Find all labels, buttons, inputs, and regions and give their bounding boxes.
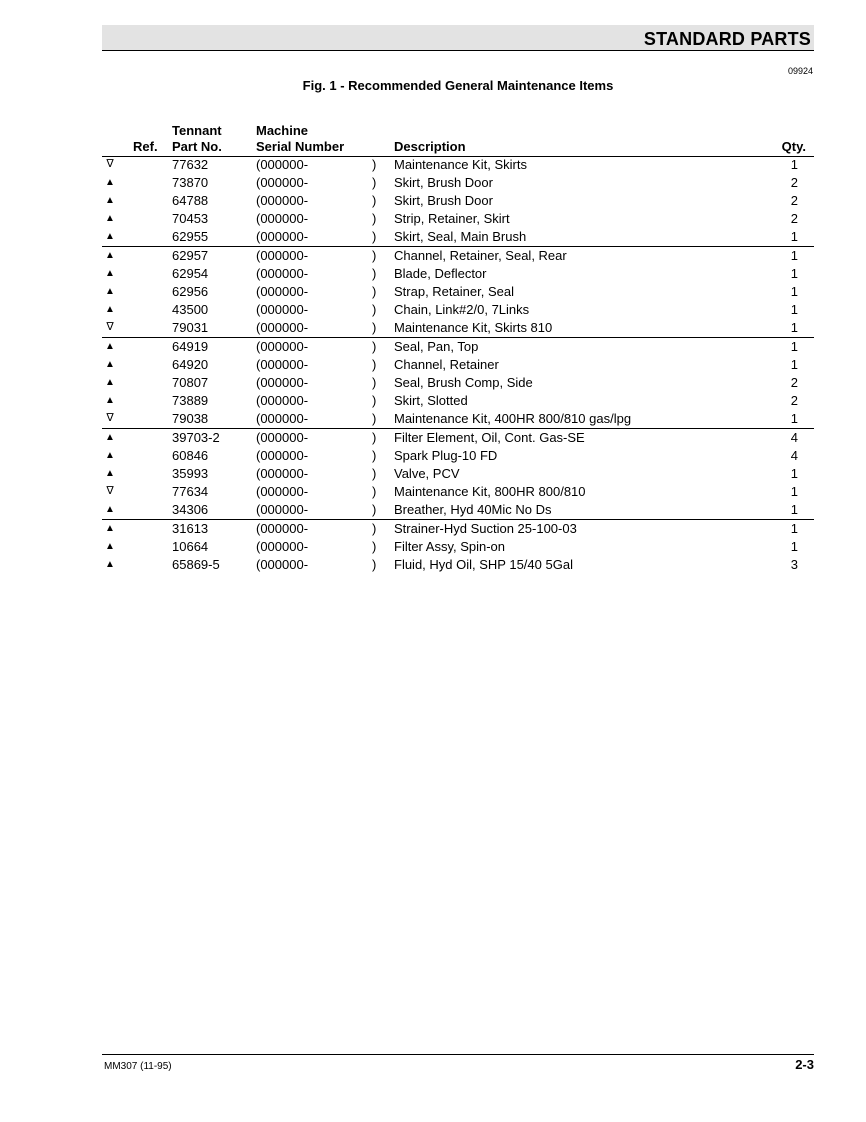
- serial-close-paren: ): [372, 484, 377, 499]
- serial-number: (000000-: [256, 448, 309, 463]
- table-row: [102, 429, 814, 447]
- quantity: 2: [790, 211, 798, 226]
- description: Strip, Retainer, Skirt: [394, 211, 510, 226]
- serial-close-paren: ): [372, 393, 377, 408]
- part-number: 79038: [172, 411, 209, 426]
- quantity: 2: [790, 375, 798, 390]
- serial-number: (000000-: [256, 339, 309, 354]
- serial-number: (000000-: [256, 357, 309, 372]
- footer-divider: [102, 1054, 814, 1055]
- quantity: 2: [790, 193, 798, 208]
- serial-number: (000000-: [256, 211, 309, 226]
- quantity: 1: [790, 484, 798, 499]
- description: Skirt, Slotted: [394, 393, 468, 408]
- part-number: 62956: [172, 284, 209, 299]
- table-row: [102, 556, 814, 574]
- part-number: 64920: [172, 357, 209, 372]
- header-bar: [102, 25, 814, 51]
- table-row: [102, 247, 814, 265]
- table-row: [102, 374, 814, 392]
- description: Blade, Deflector: [394, 266, 487, 281]
- description: Filter Assy, Spin-on: [394, 539, 506, 554]
- description: Maintenance Kit, 800HR 800/810: [394, 484, 586, 499]
- hollow-triangle-icon: ∇: [106, 321, 114, 333]
- serial-close-paren: ): [372, 539, 377, 554]
- table-row: [102, 283, 814, 301]
- description: Strap, Retainer, Seal: [394, 284, 514, 299]
- quantity: 4: [790, 430, 798, 445]
- quantity: 1: [790, 466, 798, 481]
- quantity: 1: [790, 229, 798, 244]
- quantity: 1: [790, 266, 798, 281]
- part-number: 64788: [172, 193, 209, 208]
- footer-doc-number: MM307 (11-95): [104, 1061, 172, 1072]
- header-part-line1: Tennant: [172, 123, 222, 138]
- part-number: 65869-5: [172, 557, 220, 572]
- table-row: [102, 483, 814, 501]
- solid-triangle-icon: ▲: [105, 504, 115, 515]
- serial-close-paren: ): [372, 320, 377, 335]
- table-row: [102, 319, 814, 338]
- serial-number: (000000-: [256, 193, 309, 208]
- part-number: 31613: [172, 521, 209, 536]
- serial-close-paren: ): [372, 466, 377, 481]
- description: Maintenance Kit, Skirts: [394, 157, 527, 172]
- serial-number: (000000-: [256, 393, 309, 408]
- serial-close-paren: ): [372, 339, 377, 354]
- header-ref: Ref.: [133, 139, 158, 154]
- quantity: 1: [790, 302, 798, 317]
- table-row: [102, 156, 814, 174]
- part-number: 62954: [172, 266, 209, 281]
- description: Maintenance Kit, Skirts 810: [394, 320, 553, 335]
- part-number: 70807: [172, 375, 209, 390]
- serial-number: (000000-: [256, 466, 309, 481]
- description: Chain, Link#2/0, 7Links: [394, 302, 530, 317]
- quantity: 1: [790, 521, 798, 536]
- solid-triangle-icon: ▲: [105, 377, 115, 388]
- quantity: 2: [790, 175, 798, 190]
- serial-number: (000000-: [256, 484, 309, 499]
- solid-triangle-icon: ▲: [105, 250, 115, 261]
- description: Seal, Pan, Top: [394, 339, 479, 354]
- description: Skirt, Brush Door: [394, 193, 493, 208]
- part-number: 70453: [172, 211, 209, 226]
- quantity: 1: [790, 357, 798, 372]
- header-serial-line1: Machine: [256, 123, 309, 138]
- serial-close-paren: ): [372, 248, 377, 263]
- solid-triangle-icon: ▲: [105, 395, 115, 406]
- description: Breather, Hyd 40Mic No Ds: [394, 502, 552, 517]
- solid-triangle-icon: ▲: [105, 468, 115, 479]
- serial-number: (000000-: [256, 175, 309, 190]
- solid-triangle-icon: ▲: [105, 268, 115, 279]
- serial-close-paren: ): [372, 266, 377, 281]
- solid-triangle-icon: ▲: [105, 559, 115, 570]
- quantity: 1: [790, 284, 798, 299]
- solid-triangle-icon: ▲: [105, 359, 115, 370]
- table-row: [102, 501, 814, 520]
- serial-close-paren: ): [372, 448, 377, 463]
- serial-number: (000000-: [256, 157, 309, 172]
- table-row: [102, 301, 814, 319]
- quantity: 1: [790, 339, 798, 354]
- serial-close-paren: ): [372, 411, 377, 426]
- hollow-triangle-icon: ∇: [106, 158, 114, 170]
- table-row: [102, 192, 814, 210]
- serial-close-paren: ): [372, 229, 377, 244]
- serial-number: (000000-: [256, 248, 309, 263]
- serial-number: (000000-: [256, 375, 309, 390]
- table-row: [102, 447, 814, 465]
- hollow-triangle-icon: ∇: [106, 485, 114, 497]
- part-number: 73870: [172, 175, 209, 190]
- description: Skirt, Brush Door: [394, 175, 493, 190]
- solid-triangle-icon: ▲: [105, 304, 115, 315]
- serial-close-paren: ): [372, 175, 377, 190]
- part-number: 73889: [172, 393, 209, 408]
- part-number: 64919: [172, 339, 209, 354]
- header-description: Description: [394, 139, 466, 154]
- solid-triangle-icon: ▲: [105, 341, 115, 352]
- solid-triangle-icon: ▲: [105, 523, 115, 534]
- header-qty: Qty.: [781, 139, 806, 154]
- table-row: [102, 410, 814, 429]
- serial-close-paren: ): [372, 193, 377, 208]
- quantity: 1: [790, 248, 798, 263]
- table-row: [102, 465, 814, 483]
- serial-close-paren: ): [372, 357, 377, 372]
- serial-number: (000000-: [256, 557, 309, 572]
- serial-number: (000000-: [256, 502, 309, 517]
- table-row: [102, 265, 814, 283]
- serial-close-paren: ): [372, 521, 377, 536]
- description: Valve, PCV: [394, 466, 460, 481]
- serial-close-paren: ): [372, 557, 377, 572]
- serial-close-paren: ): [372, 284, 377, 299]
- page-title: STANDARD PARTS: [643, 29, 811, 49]
- quantity: 2: [790, 393, 798, 408]
- part-number: 62955: [172, 229, 209, 244]
- quantity: 1: [790, 320, 798, 335]
- table-row: [102, 210, 814, 228]
- description: Skirt, Seal, Main Brush: [394, 229, 527, 244]
- description: Spark Plug-10 FD: [394, 448, 498, 463]
- part-number: 60846: [172, 448, 209, 463]
- solid-triangle-icon: ▲: [105, 286, 115, 297]
- quantity: 4: [790, 448, 798, 463]
- serial-number: (000000-: [256, 430, 309, 445]
- description: Fluid, Hyd Oil, SHP 15/40 5Gal: [394, 557, 573, 572]
- figure-title: Fig. 1 - Recommended General Maintenance Items: [302, 78, 614, 93]
- description: Channel, Retainer, Seal, Rear: [394, 248, 567, 263]
- header-serial-line2: Serial Number: [256, 139, 345, 154]
- solid-triangle-icon: ▲: [105, 195, 115, 206]
- part-number: 35993: [172, 466, 209, 481]
- table-row: [102, 228, 814, 247]
- serial-close-paren: ): [372, 430, 377, 445]
- serial-number: (000000-: [256, 539, 309, 554]
- solid-triangle-icon: ▲: [105, 231, 115, 242]
- solid-triangle-icon: ▲: [105, 177, 115, 188]
- table-row: [102, 174, 814, 192]
- quantity: 1: [790, 539, 798, 554]
- description: Seal, Brush Comp, Side: [394, 375, 533, 390]
- solid-triangle-icon: ▲: [105, 432, 115, 443]
- header-part-line2: Part No.: [172, 139, 222, 154]
- serial-number: (000000-: [256, 284, 309, 299]
- part-number: 39703-2: [172, 430, 220, 445]
- hollow-triangle-icon: ∇: [106, 412, 114, 424]
- table-row: [102, 392, 814, 410]
- part-number: 43500: [172, 302, 209, 317]
- serial-close-paren: ): [372, 302, 377, 317]
- parts-table: [102, 156, 814, 574]
- description: Maintenance Kit, 400HR 800/810 gas/lpg: [394, 411, 632, 426]
- quantity: 1: [790, 502, 798, 517]
- table-row: [102, 538, 814, 556]
- part-number: 77634: [172, 484, 209, 499]
- serial-close-paren: ): [372, 157, 377, 172]
- description: Filter Element, Oil, Cont. Gas-SE: [394, 430, 585, 445]
- quantity: 1: [790, 157, 798, 172]
- table-header: [102, 122, 814, 157]
- serial-close-paren: ): [372, 375, 377, 390]
- part-number: 62957: [172, 248, 209, 263]
- document-code: 09924: [787, 66, 813, 76]
- part-number: 79031: [172, 320, 209, 335]
- description: Channel, Retainer: [394, 357, 499, 372]
- description: Strainer-Hyd Suction 25-100-03: [394, 521, 577, 536]
- solid-triangle-icon: ▲: [105, 213, 115, 224]
- table-row: [102, 520, 814, 538]
- page-number: 2-3: [795, 1057, 814, 1072]
- table-row: [102, 338, 814, 356]
- serial-number: (000000-: [256, 266, 309, 281]
- table-row: [102, 356, 814, 374]
- part-number: 77632: [172, 157, 209, 172]
- part-number: 10664: [172, 539, 209, 554]
- serial-number: (000000-: [256, 521, 309, 536]
- serial-number: (000000-: [256, 320, 309, 335]
- solid-triangle-icon: ▲: [105, 450, 115, 461]
- quantity: 3: [790, 557, 798, 572]
- part-number: 34306: [172, 502, 209, 517]
- serial-number: (000000-: [256, 411, 309, 426]
- serial-number: (000000-: [256, 229, 309, 244]
- quantity: 1: [790, 411, 798, 426]
- serial-number: (000000-: [256, 302, 309, 317]
- solid-triangle-icon: ▲: [105, 541, 115, 552]
- serial-close-paren: ): [372, 502, 377, 517]
- serial-close-paren: ): [372, 211, 377, 226]
